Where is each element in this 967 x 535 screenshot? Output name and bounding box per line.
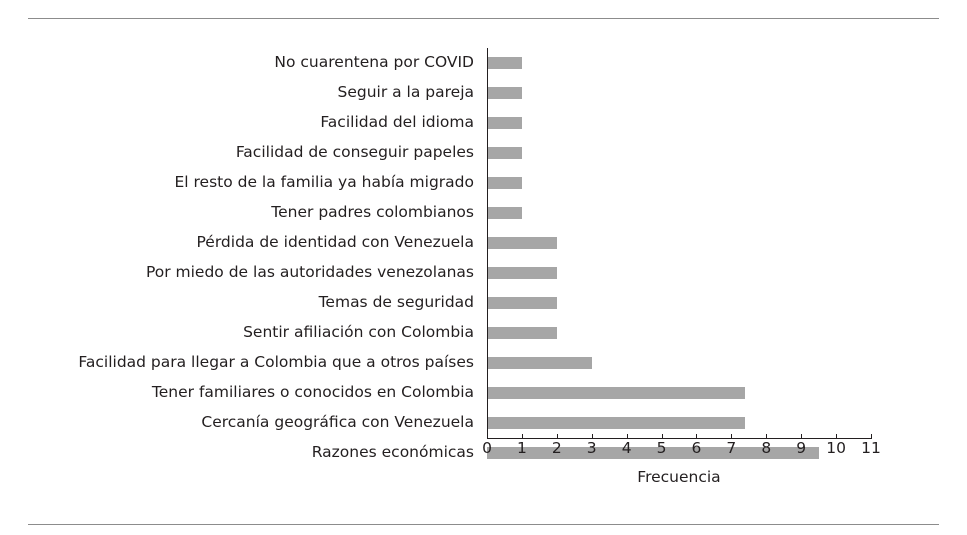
category-label: Tener familiares o conocidos en Colombia [151, 383, 474, 402]
category-label: Pérdida de identidad con Venezuela [196, 233, 474, 252]
bar-row [487, 198, 907, 228]
bar-row [487, 138, 907, 168]
category-label-row [0, 48, 484, 78]
category-label: Temas de seguridad [318, 293, 474, 312]
bar-row [487, 108, 907, 138]
x-axis-ticks [482, 439, 881, 461]
bottom-divider-rule [28, 524, 939, 525]
category-label: Sentir afiliación con Colombia [243, 323, 474, 342]
x-tick-label: 5 [656, 439, 667, 457]
bar-row [487, 288, 907, 318]
category-label-row [0, 378, 484, 408]
category-label-row [0, 138, 484, 168]
bar-row [487, 348, 907, 378]
x-tick-label: 6 [691, 439, 702, 457]
bar [487, 177, 522, 189]
bar [487, 387, 745, 399]
bar [487, 357, 592, 369]
category-label: Facilidad de conseguir papeles [235, 143, 474, 162]
category-label: Facilidad para llegar a Colombia que a otros países [78, 353, 474, 372]
top-divider-rule [28, 18, 939, 19]
x-tick-label: 11 [861, 439, 881, 457]
x-tick-label: 1 [516, 439, 527, 457]
category-label-row [0, 318, 484, 348]
bar-row [487, 318, 907, 348]
x-tick-label: 8 [761, 439, 772, 457]
category-label: Facilidad del idioma [320, 113, 474, 132]
bar [487, 207, 522, 219]
bar-row [487, 78, 907, 108]
x-tick-label: 0 [482, 439, 492, 457]
x-tick-label: 2 [551, 439, 562, 457]
category-label-row [0, 108, 484, 138]
category-label-row [0, 258, 484, 288]
x-tick-label: 7 [726, 439, 737, 457]
bar [487, 87, 522, 99]
category-label-row [0, 348, 484, 378]
bar-row [487, 378, 907, 408]
category-label-row [0, 78, 484, 108]
category-label: Seguir a la pareja [337, 83, 474, 102]
category-label-row [0, 198, 484, 228]
category-label: El resto de la familia ya había migrado [174, 173, 474, 192]
category-label: Razones económicas [311, 443, 474, 462]
bar-row [487, 48, 907, 78]
category-label-row [0, 438, 484, 468]
bar [487, 117, 522, 129]
category-label-row [0, 288, 484, 318]
category-label-row [0, 228, 484, 258]
value-axis-baseline [487, 48, 488, 438]
category-label: Cercanía geográfica con Venezuela [201, 413, 474, 432]
bar-row [487, 168, 907, 198]
x-tick-label: 3 [586, 439, 597, 457]
x-tick-label: 10 [826, 439, 846, 457]
bar [487, 237, 557, 249]
chart-plot-area [0, 40, 967, 510]
bar [487, 147, 522, 159]
bar-row [487, 258, 907, 288]
x-tick-label: 9 [796, 439, 807, 457]
bars-container [487, 48, 907, 438]
bar-row [487, 228, 907, 258]
category-axis-labels [0, 48, 484, 462]
bar [487, 297, 557, 309]
category-label: No cuarentena por COVID [274, 53, 474, 72]
category-label: Tener padres colombianos [271, 203, 474, 222]
category-label-row [0, 408, 484, 438]
category-label: Por miedo de las autoridades venezolanas [145, 263, 474, 282]
bar [487, 417, 745, 429]
x-tick-label: 4 [621, 439, 632, 457]
bar [487, 327, 557, 339]
x-axis-title: Frecuencia [637, 468, 721, 486]
bar [487, 57, 522, 69]
category-label-row [0, 168, 484, 198]
bar [487, 267, 557, 279]
